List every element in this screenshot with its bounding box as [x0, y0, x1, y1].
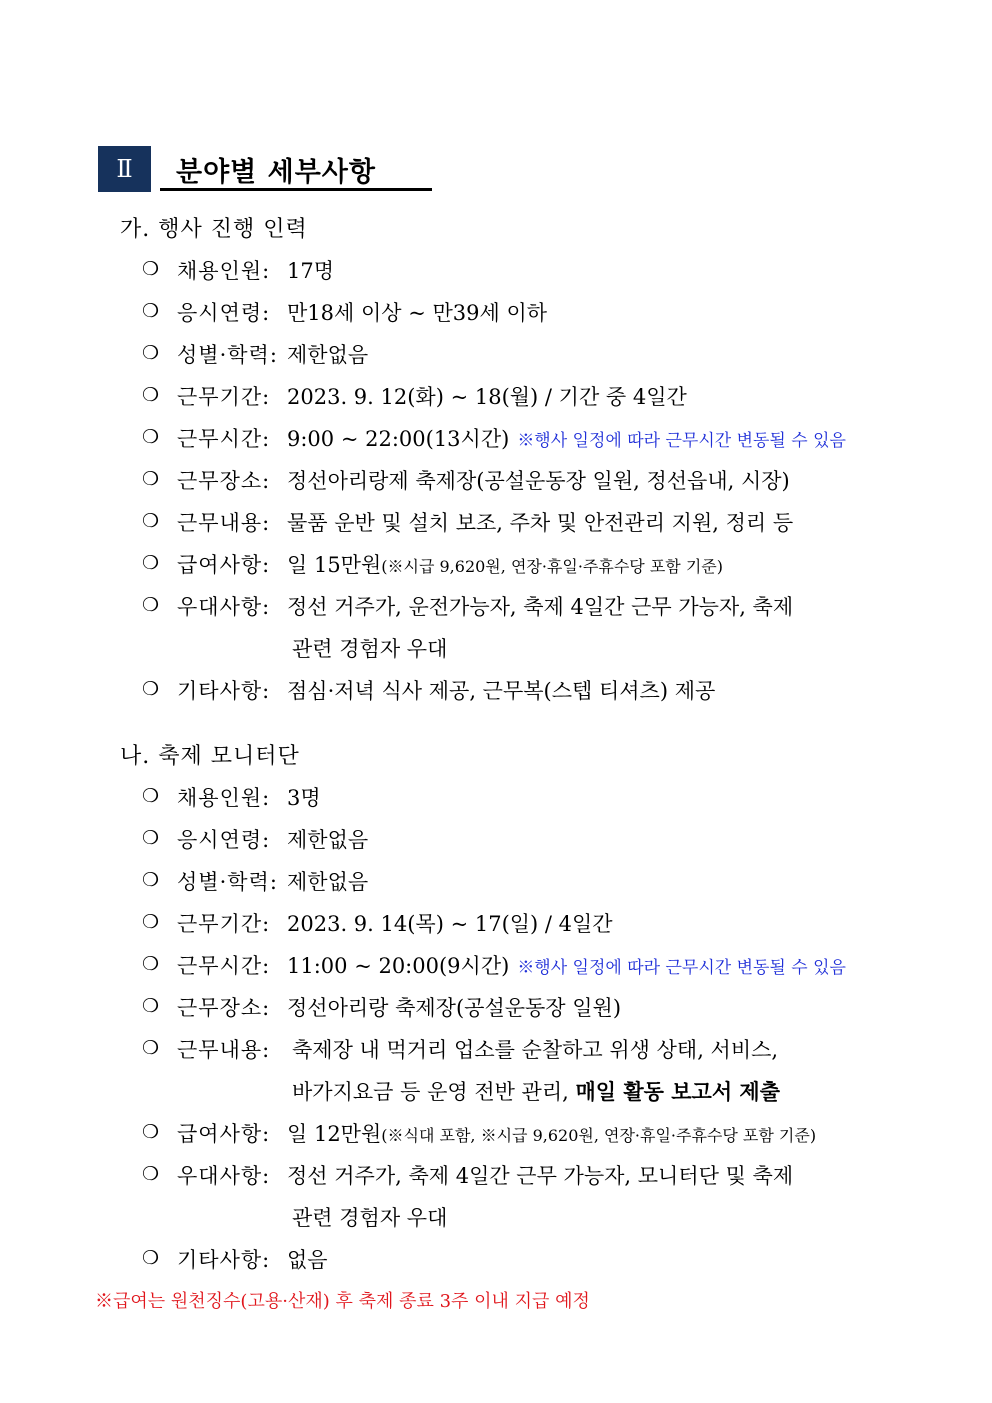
- item-label: 근무내용:: [177, 1038, 271, 1062]
- item-value-text: 일 12만원: [287, 1122, 382, 1146]
- item-value: 3명: [287, 786, 321, 810]
- item-value: 정선 거주가, 운전가능자, 축제 4일간 근무 가능자, 축제: [287, 595, 794, 619]
- item-label: 급여사항:: [177, 1122, 271, 1146]
- item-label: 근무장소:: [177, 996, 271, 1020]
- item-label: 근무기간:: [177, 912, 271, 936]
- item-value-continuation: 관련 경험자 우대: [292, 1206, 448, 1230]
- item-label: 근무시간:: [177, 427, 271, 451]
- schedule-change-note: ※행사 일정에 따라 근무시간 변동될 수 있음: [517, 431, 846, 451]
- circle-bullet-icon: ❍: [142, 552, 160, 574]
- circle-bullet-icon: ❍: [142, 1163, 160, 1185]
- circle-bullet-icon: ❍: [142, 1037, 160, 1059]
- item-value-continuation: 관련 경험자 우대: [292, 637, 448, 661]
- item-value: 물품 운반 및 설치 보조, 주차 및 안전관리 지원, 정리 등: [287, 511, 794, 535]
- circle-bullet-icon: ❍: [142, 1121, 160, 1143]
- circle-bullet-icon: ❍: [142, 510, 160, 532]
- circle-bullet-icon: ❍: [142, 594, 160, 616]
- circle-bullet-icon: ❍: [142, 342, 160, 364]
- item-label: 채용인원:: [177, 259, 271, 283]
- section-title: 분야별 세부사항: [176, 157, 376, 188]
- schedule-change-note: ※행사 일정에 따라 근무시간 변동될 수 있음: [517, 958, 846, 978]
- item-label: 성별·학력:: [177, 870, 278, 894]
- circle-bullet-icon: ❍: [142, 384, 160, 406]
- subsection-b-title: 나. 축제 모니터단: [120, 744, 300, 769]
- item-label: 우대사항:: [177, 1164, 271, 1188]
- item-value: 제한없음: [287, 870, 369, 894]
- item-value: 없음: [287, 1248, 328, 1272]
- item-value: 점심·저녁 식사 제공, 근무복(스텝 티셔츠) 제공: [287, 679, 716, 703]
- item-label: 근무시간:: [177, 954, 271, 978]
- pay-detail-note: (※식대 포함, ※시급 9,620원, 연장·휴일·주휴수당 포함 기준): [381, 1126, 817, 1145]
- item-label: 응시연령:: [177, 828, 271, 852]
- item-value: 정선 거주가, 축제 4일간 근무 가능자, 모니터단 및 축제: [287, 1164, 794, 1188]
- item-value: 제한없음: [287, 343, 369, 367]
- item-value-continuation: [292, 1076, 895, 1106]
- item-value: 정선아리랑 축제장(공설운동장 일원): [287, 996, 622, 1020]
- circle-bullet-icon: ❍: [142, 300, 160, 322]
- item-value-text: 바가지요금 등 운영 전반 관리,: [292, 1080, 569, 1104]
- item-value: 만18세 이상 ~ 만39세 이하: [287, 301, 548, 325]
- item-label: 기타사항:: [177, 679, 271, 703]
- circle-bullet-icon: ❍: [142, 1247, 160, 1269]
- circle-bullet-icon: ❍: [142, 258, 160, 280]
- circle-bullet-icon: ❍: [142, 995, 160, 1017]
- item-value: 정선아리랑제 축제장(공설운동장 일원, 정선읍내, 시장): [287, 469, 790, 493]
- circle-bullet-icon: ❍: [142, 827, 160, 849]
- item-value: [287, 1118, 816, 1148]
- item-value: 2023. 9. 14(목) ~ 17(일) / 4일간: [287, 912, 613, 936]
- circle-bullet-icon: ❍: [142, 468, 160, 490]
- heading-underline: [160, 188, 432, 191]
- item-label: 우대사항:: [177, 595, 271, 619]
- payment-footnote: ※급여는 원천징수(고용·산재) 후 축제 종료 3주 이내 지급 예정: [95, 1291, 590, 1312]
- item-label: 급여사항:: [177, 553, 271, 577]
- item-value: 2023. 9. 12(화) ~ 18(월) / 기간 중 4일간: [287, 385, 687, 409]
- item-value-text: 9:00 ~ 22:00(13시간): [287, 427, 510, 451]
- item-value: 17명: [287, 259, 335, 283]
- item-label: 성별·학력:: [177, 343, 278, 367]
- item-value: 축제장 내 먹거리 업소를 순찰하고 위생 상태, 서비스,: [292, 1038, 779, 1062]
- circle-bullet-icon: ❍: [142, 953, 160, 975]
- section-number-badge: Ⅱ: [98, 146, 151, 192]
- circle-bullet-icon: ❍: [142, 426, 160, 448]
- item-label: 근무장소:: [177, 469, 271, 493]
- subsection-a-title: 가. 행사 진행 인력: [120, 217, 308, 242]
- item-value-text: 일 15만원: [287, 553, 382, 577]
- item-value-text: 11:00 ~ 20:00(9시간): [287, 954, 510, 978]
- item-value: [287, 549, 723, 579]
- item-label: 근무내용:: [177, 511, 271, 535]
- circle-bullet-icon: ❍: [142, 678, 160, 700]
- item-label: 근무기간:: [177, 385, 271, 409]
- item-label: 기타사항:: [177, 1248, 271, 1272]
- pay-detail-note: (※시급 9,620원, 연장·휴일·주휴수당 포함 기준): [381, 557, 723, 576]
- item-value: [287, 950, 846, 980]
- item-value: [287, 423, 846, 453]
- item-value: 제한없음: [287, 828, 369, 852]
- daily-report-emphasis: 매일 활동 보고서 제출: [575, 1080, 781, 1104]
- circle-bullet-icon: ❍: [142, 785, 160, 807]
- circle-bullet-icon: ❍: [142, 911, 160, 933]
- item-label: 채용인원:: [177, 786, 271, 810]
- circle-bullet-icon: ❍: [142, 869, 160, 891]
- item-label: 응시연령:: [177, 301, 271, 325]
